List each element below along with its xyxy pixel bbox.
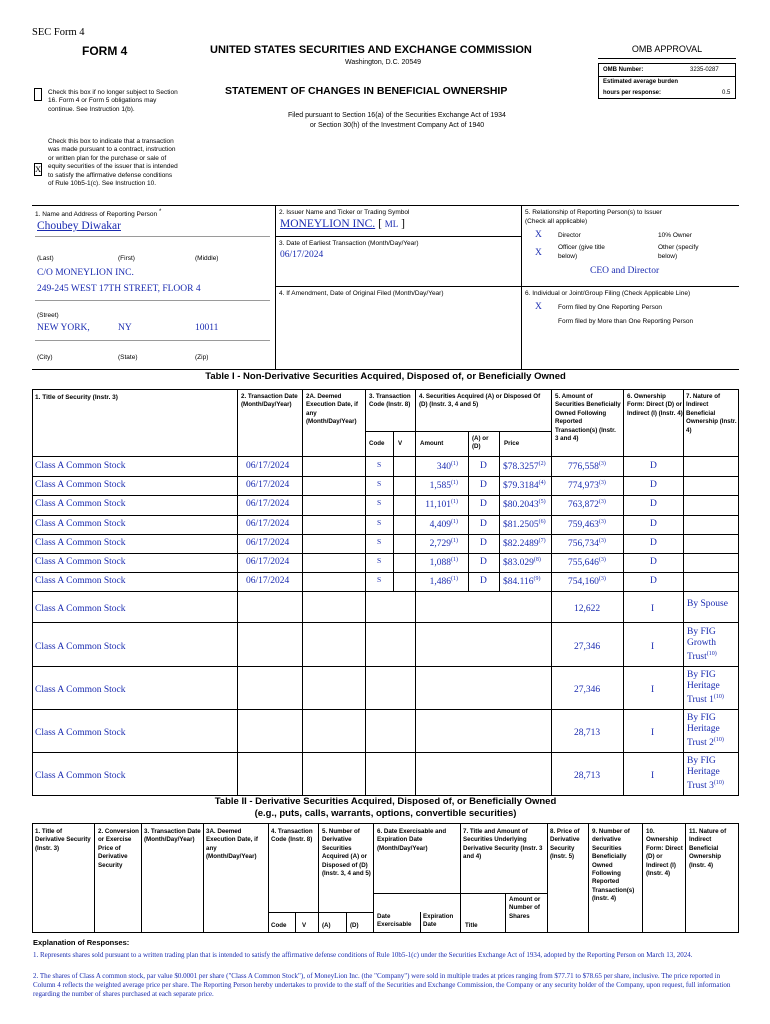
t2-col10-header: 10. Ownership Form: Direct (D) or Indirect (I) (Instr. 4) [646,828,683,878]
nature-of-ownership: By Spouse [687,599,728,610]
price: $84.116$^{(9)}$ [503,576,541,588]
acquired-disposed: D [480,461,487,471]
acquired-disposed: D [480,557,487,567]
amount-owned: 774,973$^{(3)}$ [568,480,606,492]
amount: 4,409$^{(1)}$ [429,519,458,531]
acquired-disposed: D [480,480,487,490]
security-title: Class A Common Stock [35,461,126,471]
t2-expiration-header: Expiration Date [423,913,454,929]
t2-col1-header: 1. Title of Derivative Security (Instr. 3) [35,828,91,852]
statement-title: STATEMENT OF CHANGES IN BENEFICIAL OWNERSHIP [225,85,508,97]
omb-number-value: 3235-0287 [690,67,719,73]
reporting-person-label: 1. Name and Address of Reporting Person * [35,209,162,219]
ownership-form: D [650,557,657,567]
officer-label: Officer (give title below) [558,244,605,260]
t2-code-header: Code [271,922,287,929]
security-title: Class A Common Stock [35,728,126,738]
t1-price-header: Price [504,440,520,447]
t2-col6-header: 6. Date Exercisable and Expiration Date (Month/Day/Year) [377,828,447,852]
table2-title: Table II - Derivative Securities Acquired, Disposed of, or Beneficially Owned (e.g., puts, calls, warrants, options, convertible securities) [214,796,557,819]
transaction-code: S [377,575,382,584]
acquired-disposed: D [480,499,487,509]
amount-owned: 755,646$^{(3)}$ [568,557,606,569]
relationship-label: 5. Relationship of Reporting Person(s) to Issuer (Check all applicable) [525,209,662,225]
earliest-date-value: 06/17/2024 [280,250,324,260]
t1-amount-header: Amount [420,440,444,447]
omb-hours-label: hours per response: [603,90,662,96]
nature-of-ownership: By FIG Heritage Trust 3$^{(10)}$ [687,756,724,792]
amount: 1,585$^{(1)}$ [429,480,458,492]
issuer-label: 2. Issuer Name and Ticker or Trading Symbol [279,209,410,216]
t2-col11-header: 11. Nature of Indirect Beneficial Ownership (Instr. 4) [689,828,727,869]
t2-date-exercisable-header: Date Exercisable [377,913,412,929]
price: $82.2489$^{(7)}$ [503,538,546,550]
street-label: (Street) [37,312,59,319]
omb-burden-label: Estimated average burden [603,79,679,85]
ownership-form: I [651,604,655,614]
first-label: (First) [118,255,135,262]
state-value: NY [118,323,132,333]
t1-col1-header: 1. Title of Security (Instr. 3) [35,394,118,401]
transaction-date: 06/17/2024 [246,538,290,548]
ownership-form: D [650,538,657,548]
amount-owned: 759,463$^{(3)}$ [568,519,606,531]
price: $83.029$^{(8)}$ [503,557,541,569]
transaction-date: 06/17/2024 [246,576,290,586]
amount-owned: 776,558$^{(3)}$ [568,461,606,473]
t2-col4-header: 4. Transaction Code (Instr. 8) [271,828,313,844]
rule10b5-checkbox[interactable]: X [35,164,42,174]
ownership-form: D [650,480,657,490]
security-title: Class A Common Stock [35,499,126,509]
t2-title-header: Title [465,922,478,929]
transaction-code: S [377,460,382,469]
one-person-check[interactable]: X [535,302,542,312]
t1-col7-header: 7. Nature of Indirect Beneficial Ownership (Instr. 4) [686,393,737,434]
t2-col5-header: 5. Number of Derivative Securities Acquired (A) or Disposed of (D) (Instr. 3, 4 and 5) [322,828,371,878]
nature-of-ownership: By FIG Growth Trust$^{(10)}$ [687,627,717,663]
filing-label: 6. Individual or Joint/Group Filing (Check Applicable Line) [525,290,691,297]
reporting-person-name[interactable]: Choubey Diwakar [37,220,121,232]
security-title: Class A Common Stock [35,538,126,548]
section16-checkbox[interactable] [34,88,42,101]
t2-d-header: (D) [350,922,359,929]
transaction-date: 06/17/2024 [246,519,290,529]
security-title: Class A Common Stock [35,557,126,567]
nature-of-ownership: By FIG Heritage Trust 1$^{(10)}$ [687,670,724,706]
t2-col7-header: 7. Title and Amount of Securities Underlying Derivative Security (Instr. 3 and 4) [463,828,543,861]
transaction-code: S [377,537,382,546]
t2-col2-header: 2. Conversion or Exercise Price of Derivative Security [98,828,139,869]
address-line-2: 249-245 WEST 17TH STREET, FLOOR 4 [37,284,201,294]
acquired-disposed: D [480,538,487,548]
security-title: Class A Common Stock [35,685,126,695]
zip-value: 10011 [195,323,219,333]
price: $80.2043$^{(5)}$ [503,499,546,511]
omb-hours-value: 0.5 [722,90,731,96]
ownership-form: D [650,499,657,509]
t2-a-header: (A) [322,922,331,929]
ownership-form: I [651,771,655,781]
agency-title: UNITED STATES SECURITIES AND EXCHANGE COMMISSION [210,44,532,56]
security-title: Class A Common Stock [35,642,126,652]
t1-v-header: V [398,440,403,447]
security-title: Class A Common Stock [35,604,126,614]
t2-col3a-header: 3A. Deemed Execution Date, if any (Month/Day/Year) [206,828,258,861]
footnote-2: 2. The shares of Class A common stock, par value $0.0001 per share ("Class A Common Stock"), of MoneyLion Inc. (the "Company") were sold in multiple trades at prices ranging from $77.71 to $78.65 per share, inclusive. The price reported in Column 4 reflects the weighted average price per share. The Reporting Person hereby undertakes to provide to the staff of the Securities and Exchange Commission, the Company or any security holder of the Company, upon request, full information regarding the number of shares purchased at each separate price. [33,972,731,998]
sec-form-label: SEC Form 4 [32,27,85,38]
amount-owned: 28,713 [574,771,601,781]
filed-line-2: or Section 30(h) of the Investment Company Act of 1940 [309,122,485,129]
t1-col3-header: 3. Transaction Code (Instr. 8) [369,393,411,409]
security-title: Class A Common Stock [35,771,126,781]
footnote-1: 1. Represents shares sold pursuant to a written trading plan that is intended to satisfy the affirmative defense conditions of Rule 10b5-1(c) under the Securities Exchange Act of 1934, adopted by the Reporting Person on March 13, 2024. [33,951,693,959]
address-line-1: C/O MONEYLION INC. [37,268,134,278]
city-label: (City) [37,354,53,361]
amount: 340$^{(1)}$ [436,461,458,473]
t1-col2-header: 2. Transaction Date (Month/Day/Year) [241,393,298,409]
security-title: Class A Common Stock [35,480,126,490]
security-title: Class A Common Stock [35,576,126,586]
transaction-date: 06/17/2024 [246,461,290,471]
price: $79.3184$^{(4)}$ [503,480,546,492]
price: $81.2505$^{(6)}$ [503,519,546,531]
director-check[interactable]: X [535,230,542,240]
ownership-form: D [650,461,657,471]
ownership-form: I [651,685,655,695]
transaction-code: S [377,479,382,488]
director-label: Director [558,232,581,239]
amount-owned: 28,713 [574,728,601,738]
filed-line-1: Filed pursuant to Section 16(a) of the Securities Exchange Act of 1934 [288,112,506,119]
price: $78.3257$^{(2)}$ [503,461,546,473]
omb-title: OMB APPROVAL [631,44,703,54]
amount: 2,729$^{(1)}$ [429,538,458,550]
amount: 1,486$^{(1)}$ [429,576,458,588]
t2-amount-header: Amount or Number of Shares [509,896,541,920]
amount-owned: 754,160$^{(3)}$ [568,576,606,588]
table1-title: Table I - Non-Derivative Securities Acquired, Disposed of, or Beneficially Owned [205,371,566,382]
amount-owned: 12,622 [574,604,601,614]
explanation-title: Explanation of Responses: [33,938,130,947]
amount-owned: 27,346 [574,685,601,695]
t1-col4-header: 4. Securities Acquired (A) or Disposed Of (D) (Instr. 3, 4 and 5) [419,393,541,409]
city-value: NEW YORK, [37,323,90,333]
acquired-disposed: D [480,519,487,529]
t1-aord-header: (A) or (D) [472,435,489,451]
last-label: (Last) [37,255,54,262]
amount: 1,088$^{(1)}$ [429,557,458,569]
amount-owned: 756,734$^{(3)}$ [568,538,606,550]
earliest-date-label: 3. Date of Earliest Transaction (Month/Day/Year) [279,240,419,247]
state-label: (State) [118,354,138,361]
amount: 11,101$^{(1)}$ [425,499,458,511]
t2-col8-header: 8. Price of Derivative Security (Instr. 5) [550,828,580,861]
t1-col6-header: 6. Ownership Form: Direct (D) or Indirect (I) (Instr. 4) [627,393,683,417]
one-person-label: Form filed by One Reporting Person [558,304,663,311]
amount-owned: 27,346 [574,642,601,652]
t1-code-header: Code [369,440,385,447]
ownership-form: I [651,728,655,738]
other-label: Other (specify below) [658,244,699,260]
officer-title: CEO and Director [590,266,660,276]
form-title: FORM 4 [82,44,128,58]
ownership-form: D [650,519,657,529]
ownership-form: D [650,576,657,586]
transaction-date: 06/17/2024 [246,480,290,490]
officer-check[interactable]: X [535,248,542,258]
t2-col3-header: 3. Transaction Date (Month/Day/Year) [144,828,201,844]
amendment-label: 4. If Amendment, Date of Original Filed (Month/Day/Year) [279,290,444,297]
rule10b5-text: Check this box to indicate that a transaction was made pursuant to a contract, instruction or written plan for the purchase or sale of equity securities of the issuer that is intended to satisfy the affirmative defense conditions of Rule 10b5-1(c). See Instruction 10. [48,138,178,188]
agency-location: Washington, D.C. 20549 [345,59,422,66]
amount-owned: 763,872$^{(3)}$ [568,499,606,511]
transaction-code: S [377,498,382,507]
omb-number-label: OMB Number: [603,67,644,73]
ten-percent-owner-label: 10% Owner [658,232,692,239]
middle-label: (Middle) [195,255,219,262]
ownership-form: I [651,642,655,652]
transaction-code: S [377,556,382,565]
t1-col5-header: 5. Amount of Securities Beneficially Owned Following Reported Transaction(s) (Instr. 3 and 4) [555,393,621,443]
transaction-code: S [377,518,382,527]
zip-label: (Zip) [195,354,209,361]
transaction-date: 06/17/2024 [246,499,290,509]
issuer-name-ticker[interactable]: MONEYLION INC. [ ML ] [280,218,405,230]
transaction-date: 06/17/2024 [246,557,290,567]
t2-v-header: V [302,922,307,929]
nature-of-ownership: By FIG Heritage Trust 2$^{(10)}$ [687,713,724,749]
section16-text: Check this box if no longer subject to Section 16. Form 4 or Form 5 obligations may continue. See Instruction 1(b). [48,89,178,113]
more-persons-label: Form filed by More than One Reporting Person [558,318,694,325]
t2-col9-header: 9. Number of derivative Securities Beneficially Owned Following Reported Transaction(s) (Instr. 4) [592,828,635,903]
t1-col2a-header: 2A. Deemed Execution Date, if any (Month/Day/Year) [306,393,358,426]
security-title: Class A Common Stock [35,519,126,529]
acquired-disposed: D [480,576,487,586]
